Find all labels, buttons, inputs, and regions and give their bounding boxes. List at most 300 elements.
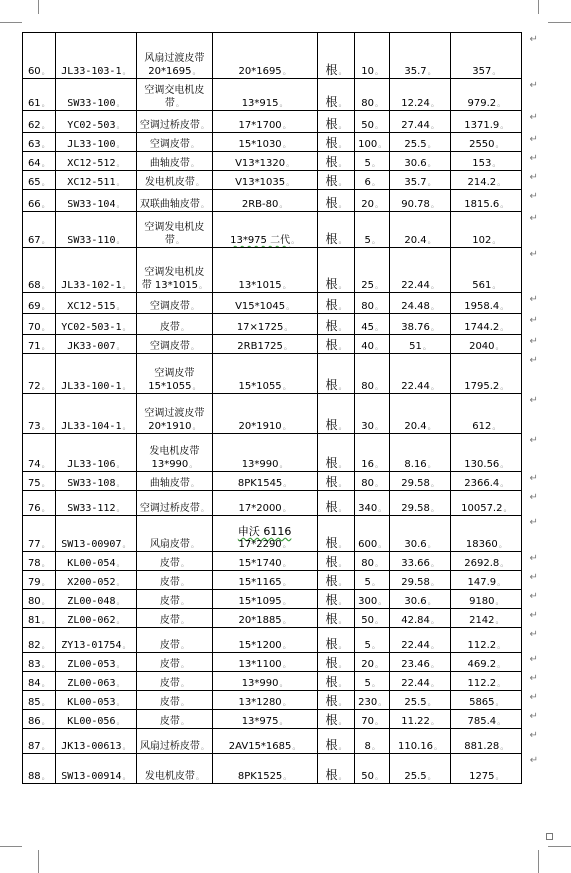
part-name[interactable] — [137, 248, 212, 293]
quantity-text: 5 — [364, 235, 371, 246]
unit[interactable] — [317, 133, 355, 152]
unit-text: 根 — [325, 232, 338, 246]
unit-price[interactable] — [389, 171, 450, 190]
quantity[interactable] — [355, 434, 390, 472]
part-code[interactable] — [55, 354, 137, 394]
unit-price[interactable] — [389, 394, 450, 434]
cell-end-mark: 。 — [283, 342, 292, 351]
quantity[interactable] — [355, 33, 390, 79]
row-number[interactable] — [23, 79, 56, 111]
spec[interactable] — [212, 754, 317, 784]
unit[interactable] — [317, 314, 355, 335]
amount[interactable] — [451, 394, 522, 434]
spec[interactable] — [212, 314, 317, 335]
unit-price[interactable] — [389, 516, 450, 552]
crop-mark-tl-h — [0, 22, 22, 23]
quantity[interactable] — [355, 394, 390, 434]
spec[interactable] — [212, 491, 317, 516]
unit[interactable] — [317, 552, 355, 571]
part-code[interactable] — [55, 248, 137, 293]
amount[interactable] — [451, 552, 522, 571]
unit-price[interactable] — [389, 79, 450, 111]
unit[interactable] — [317, 354, 355, 394]
quantity[interactable] — [355, 354, 390, 394]
unit-price[interactable] — [389, 33, 450, 79]
part-name[interactable] — [137, 33, 212, 79]
part-name[interactable] — [137, 434, 212, 472]
unit[interactable] — [317, 590, 355, 609]
unit[interactable] — [317, 571, 355, 590]
row-number[interactable] — [23, 335, 56, 354]
part-name[interactable] — [137, 754, 212, 784]
part-name[interactable] — [137, 354, 212, 394]
spec[interactable] — [212, 293, 317, 314]
row-end-mark: ↵ — [529, 111, 538, 123]
spec[interactable] — [212, 190, 317, 212]
part-name[interactable] — [137, 293, 212, 314]
unit-price[interactable] — [389, 571, 450, 590]
quantity[interactable] — [355, 552, 390, 571]
cell-end-mark: 。 — [41, 479, 50, 488]
spec[interactable] — [212, 628, 317, 653]
spec[interactable] — [212, 691, 317, 710]
unit[interactable] — [317, 491, 355, 516]
spec[interactable] — [212, 729, 317, 754]
part-name[interactable] — [137, 590, 212, 609]
quantity[interactable] — [355, 491, 390, 516]
unit-price-text: 29.58 — [401, 478, 430, 489]
cell-end-mark: 。 — [180, 641, 189, 650]
part-name[interactable] — [137, 552, 212, 571]
spec[interactable] — [212, 434, 317, 472]
row-number[interactable] — [23, 212, 56, 248]
spec[interactable] — [212, 152, 317, 171]
amount[interactable] — [451, 293, 522, 314]
spec[interactable] — [212, 571, 317, 590]
unit[interactable] — [317, 516, 355, 552]
amount[interactable] — [451, 729, 522, 754]
row-number[interactable] — [23, 729, 56, 754]
amount-text: 2040 — [469, 341, 495, 352]
row-number[interactable] — [23, 571, 56, 590]
spec-text: V13*1035 — [235, 177, 286, 188]
amount-text: 214.2 — [467, 177, 497, 188]
unit[interactable] — [317, 33, 355, 79]
amount[interactable] — [451, 609, 522, 628]
part-name[interactable] — [137, 516, 212, 552]
cell-end-mark: 。 — [430, 99, 439, 108]
row-number[interactable] — [23, 653, 56, 672]
spec[interactable] — [212, 248, 317, 293]
unit[interactable] — [317, 335, 355, 354]
part-name[interactable] — [137, 710, 212, 729]
cell-end-mark: 。 — [41, 540, 50, 549]
unit[interactable] — [317, 710, 355, 729]
cell-end-mark: 。 — [41, 698, 50, 707]
unit[interactable] — [317, 394, 355, 434]
amount[interactable] — [451, 314, 522, 335]
cell-end-mark: 。 — [192, 422, 201, 431]
part-name[interactable] — [137, 212, 212, 248]
spec[interactable] — [212, 472, 317, 491]
row-number[interactable] — [23, 248, 56, 293]
spec[interactable] — [212, 354, 317, 394]
unit-price[interactable] — [389, 729, 450, 754]
part-code[interactable] — [55, 394, 137, 434]
amount[interactable] — [451, 133, 522, 152]
part-name[interactable] — [137, 491, 212, 516]
cell-end-mark: 。 — [338, 641, 347, 650]
part-name[interactable] — [137, 171, 212, 190]
part-name[interactable] — [137, 394, 212, 434]
row-number-text: 70 — [27, 322, 41, 333]
part-code[interactable] — [55, 152, 137, 171]
spec-text: V15*1045 — [235, 301, 286, 312]
amount[interactable] — [451, 691, 522, 710]
unit[interactable] — [317, 609, 355, 628]
unit-price[interactable] — [389, 472, 450, 491]
row-number[interactable] — [23, 552, 56, 571]
amount[interactable] — [451, 672, 522, 691]
row-number[interactable] — [23, 691, 56, 710]
row-number[interactable] — [23, 434, 56, 472]
spec[interactable] — [212, 394, 317, 434]
part-name-line: 风扇皮带。 — [149, 539, 199, 550]
part-code[interactable] — [55, 434, 137, 472]
row-number[interactable] — [23, 710, 56, 729]
unit-price[interactable] — [389, 190, 450, 212]
cell-end-mark: 。 — [500, 382, 509, 391]
cell-end-mark: 。 — [375, 479, 383, 488]
amount[interactable] — [451, 79, 522, 111]
amount[interactable] — [451, 335, 522, 354]
amount[interactable] — [451, 33, 522, 79]
cell-end-mark: 。 — [338, 559, 347, 568]
unit[interactable] — [317, 472, 355, 491]
quantity[interactable] — [355, 691, 390, 710]
part-code[interactable] — [55, 609, 137, 628]
spec[interactable] — [212, 33, 317, 79]
spec[interactable] — [212, 79, 317, 111]
cell-end-mark: 。 — [195, 178, 204, 187]
unit[interactable] — [317, 152, 355, 171]
unit-price-text: 27.44 — [401, 120, 430, 131]
amount[interactable] — [451, 754, 522, 784]
cell-end-mark: 。 — [378, 540, 387, 549]
unit[interactable] — [317, 171, 355, 190]
unit[interactable] — [317, 212, 355, 248]
quantity[interactable] — [355, 190, 390, 212]
amount[interactable] — [451, 491, 522, 516]
quantity[interactable] — [355, 609, 390, 628]
part-name[interactable] — [137, 314, 212, 335]
row-number[interactable] — [23, 590, 56, 609]
part-code[interactable] — [55, 628, 137, 653]
unit-price[interactable] — [389, 354, 450, 394]
spec[interactable] — [212, 653, 317, 672]
part-code[interactable] — [55, 190, 137, 212]
cell-end-mark: 。 — [371, 679, 380, 688]
row-number[interactable] — [23, 111, 56, 133]
row-number-text: 86 — [27, 716, 41, 727]
part-name[interactable] — [137, 691, 212, 710]
spec[interactable] — [212, 590, 317, 609]
part-name[interactable] — [137, 571, 212, 590]
spec-text: 13*1015 — [238, 280, 282, 291]
cell-end-mark: 。 — [41, 742, 50, 751]
unit-price-text: 30.6 — [404, 596, 427, 607]
unit[interactable] — [317, 672, 355, 691]
amount[interactable] — [451, 628, 522, 653]
quantity[interactable] — [355, 754, 390, 784]
amount[interactable] — [451, 111, 522, 133]
cell-end-mark: 。 — [41, 660, 50, 669]
amount[interactable] — [451, 571, 522, 590]
amount[interactable] — [451, 248, 522, 293]
part-name[interactable] — [137, 79, 212, 111]
cell-end-mark: 。 — [492, 422, 501, 431]
amount[interactable] — [451, 590, 522, 609]
cell-end-mark: 。 — [122, 422, 131, 431]
cell-end-mark: 。 — [116, 460, 125, 469]
part-code[interactable] — [55, 133, 137, 152]
quantity[interactable] — [355, 335, 390, 354]
part-code-text: XC12-512 — [67, 158, 116, 169]
unit-price[interactable] — [389, 434, 450, 472]
spec[interactable] — [212, 171, 317, 190]
quantity[interactable] — [355, 590, 390, 609]
quantity[interactable] — [355, 314, 390, 335]
unit-price[interactable] — [389, 491, 450, 516]
quantity[interactable] — [355, 79, 390, 111]
row-number[interactable] — [23, 491, 56, 516]
unit-price[interactable] — [389, 628, 450, 653]
quantity[interactable] — [355, 516, 390, 552]
part-name[interactable] — [137, 152, 212, 171]
unit[interactable] — [317, 79, 355, 111]
cell-end-mark: 。 — [41, 382, 50, 391]
part-name[interactable] — [137, 335, 212, 354]
row-number[interactable] — [23, 609, 56, 628]
row-number[interactable] — [23, 516, 56, 552]
cell-end-mark: 。 — [282, 382, 291, 391]
part-code[interactable] — [55, 729, 137, 754]
quantity[interactable] — [355, 571, 390, 590]
unit[interactable] — [317, 653, 355, 672]
amount[interactable] — [451, 710, 522, 729]
row-number-text: 71 — [27, 341, 41, 352]
cell-end-mark: 。 — [430, 382, 439, 391]
unit[interactable] — [317, 111, 355, 133]
row-number[interactable] — [23, 394, 56, 434]
part-code[interactable] — [55, 754, 137, 784]
quantity[interactable] — [355, 171, 390, 190]
cell-end-mark: 。 — [41, 616, 50, 625]
unit-price[interactable] — [389, 754, 450, 784]
unit-price[interactable] — [389, 710, 450, 729]
quantity[interactable] — [355, 710, 390, 729]
cell-end-mark: 。 — [122, 323, 131, 332]
part-code[interactable] — [55, 590, 137, 609]
quantity[interactable] — [355, 293, 390, 314]
spec[interactable] — [212, 111, 317, 133]
unit[interactable] — [317, 754, 355, 784]
table-end-handle[interactable] — [546, 833, 553, 840]
amount[interactable] — [451, 516, 522, 552]
cell-end-mark: 。 — [116, 200, 125, 209]
amount[interactable] — [451, 354, 522, 394]
part-code[interactable] — [55, 472, 137, 491]
part-code[interactable] — [55, 33, 137, 79]
unit-price[interactable] — [389, 691, 450, 710]
unit-price[interactable] — [389, 552, 450, 571]
part-code-text: JL33-104-1 — [61, 421, 122, 432]
unit-price[interactable] — [389, 609, 450, 628]
part-name[interactable] — [137, 472, 212, 491]
part-name-line: 空调过桥皮带。 — [139, 503, 209, 514]
row-number-text: 73 — [27, 421, 41, 432]
part-name[interactable] — [137, 672, 212, 691]
cell-end-mark: 。 — [338, 99, 347, 108]
unit-price[interactable] — [389, 152, 450, 171]
quantity[interactable] — [355, 672, 390, 691]
cell-end-mark: 。 — [282, 616, 291, 625]
unit[interactable] — [317, 434, 355, 472]
quantity-text: 80 — [361, 558, 374, 569]
part-name[interactable] — [137, 628, 212, 653]
quantity[interactable] — [355, 133, 390, 152]
amount[interactable] — [451, 212, 522, 248]
row-number[interactable] — [23, 628, 56, 653]
spec[interactable] — [212, 710, 317, 729]
spec-text: 15*1055 — [238, 381, 282, 392]
spec[interactable] — [212, 552, 317, 571]
unit-price[interactable] — [389, 590, 450, 609]
row-number[interactable] — [23, 152, 56, 171]
cell-end-mark: 。 — [495, 698, 504, 707]
spec[interactable] — [212, 212, 317, 248]
cell-end-mark: 。 — [434, 742, 443, 751]
amount-text: 612 — [472, 421, 492, 432]
amount[interactable] — [451, 472, 522, 491]
part-code[interactable] — [55, 491, 137, 516]
spec[interactable] — [212, 609, 317, 628]
cell-end-mark: 。 — [338, 540, 347, 549]
unit[interactable] — [317, 691, 355, 710]
unit-price[interactable] — [389, 248, 450, 293]
row-number[interactable] — [23, 171, 56, 190]
part-name[interactable] — [137, 729, 212, 754]
quantity-text: 8 — [364, 741, 371, 752]
part-code[interactable] — [55, 710, 137, 729]
part-code[interactable] — [55, 314, 137, 335]
unit-price[interactable] — [389, 672, 450, 691]
cell-end-mark: 。 — [291, 236, 300, 245]
unit-price[interactable] — [389, 111, 450, 133]
row-end-mark: ↵ — [529, 491, 538, 503]
part-code[interactable] — [55, 571, 137, 590]
amount[interactable] — [451, 653, 522, 672]
quantity[interactable] — [355, 729, 390, 754]
quantity[interactable] — [355, 152, 390, 171]
cell-end-mark: 。 — [375, 121, 383, 130]
quantity[interactable] — [355, 628, 390, 653]
unit-price[interactable] — [389, 133, 450, 152]
part-code[interactable] — [55, 691, 137, 710]
part-name[interactable] — [137, 609, 212, 628]
spec[interactable] — [212, 672, 317, 691]
quantity[interactable] — [355, 212, 390, 248]
unit-price[interactable] — [389, 212, 450, 248]
spec[interactable] — [212, 133, 317, 152]
part-code[interactable] — [55, 552, 137, 571]
row-end-mark: ↵ — [529, 609, 538, 621]
quantity-text: 50 — [361, 615, 374, 626]
row-number[interactable] — [23, 754, 56, 784]
unit[interactable] — [317, 628, 355, 653]
part-code[interactable] — [55, 79, 137, 111]
amount[interactable] — [451, 434, 522, 472]
row-number[interactable] — [23, 354, 56, 394]
row-number[interactable] — [23, 672, 56, 691]
row-number[interactable] — [23, 133, 56, 152]
quantity[interactable] — [355, 472, 390, 491]
unit[interactable] — [317, 248, 355, 293]
amount[interactable] — [451, 152, 522, 171]
unit[interactable] — [317, 293, 355, 314]
unit[interactable] — [317, 190, 355, 212]
unit-price[interactable] — [389, 335, 450, 354]
quantity[interactable] — [355, 111, 390, 133]
part-code[interactable] — [55, 653, 137, 672]
part-name[interactable] — [137, 190, 212, 212]
row-number[interactable] — [23, 293, 56, 314]
row-number[interactable] — [23, 314, 56, 335]
row-number[interactable] — [23, 33, 56, 79]
row-number-text: 66 — [27, 199, 41, 210]
spec[interactable] — [212, 516, 317, 552]
part-code[interactable] — [55, 672, 137, 691]
unit[interactable] — [317, 729, 355, 754]
row-end-mark: ↵ — [529, 190, 538, 202]
part-code[interactable] — [55, 111, 137, 133]
unit-price[interactable] — [389, 314, 450, 335]
unit-price[interactable] — [389, 293, 450, 314]
unit-price[interactable] — [389, 653, 450, 672]
part-name[interactable] — [137, 653, 212, 672]
part-code[interactable] — [55, 212, 137, 248]
row-number[interactable] — [23, 472, 56, 491]
quantity[interactable] — [355, 248, 390, 293]
quantity[interactable] — [355, 653, 390, 672]
part-code-text: SW33-112 — [67, 503, 116, 514]
row-number[interactable] — [23, 190, 56, 212]
part-name[interactable] — [137, 133, 212, 152]
part-code[interactable] — [55, 293, 137, 314]
part-code[interactable] — [55, 335, 137, 354]
amount[interactable] — [451, 171, 522, 190]
part-code-text: ZL00-062 — [67, 615, 116, 626]
part-code[interactable] — [55, 171, 137, 190]
cell-end-mark: 。 — [338, 460, 347, 469]
amount[interactable] — [451, 190, 522, 212]
part-code[interactable] — [55, 516, 137, 552]
cell-end-mark: 。 — [41, 236, 50, 245]
spec[interactable] — [212, 335, 317, 354]
part-name[interactable] — [137, 111, 212, 133]
cell-end-mark: 。 — [122, 540, 131, 549]
cell-end-mark: 。 — [180, 323, 189, 332]
